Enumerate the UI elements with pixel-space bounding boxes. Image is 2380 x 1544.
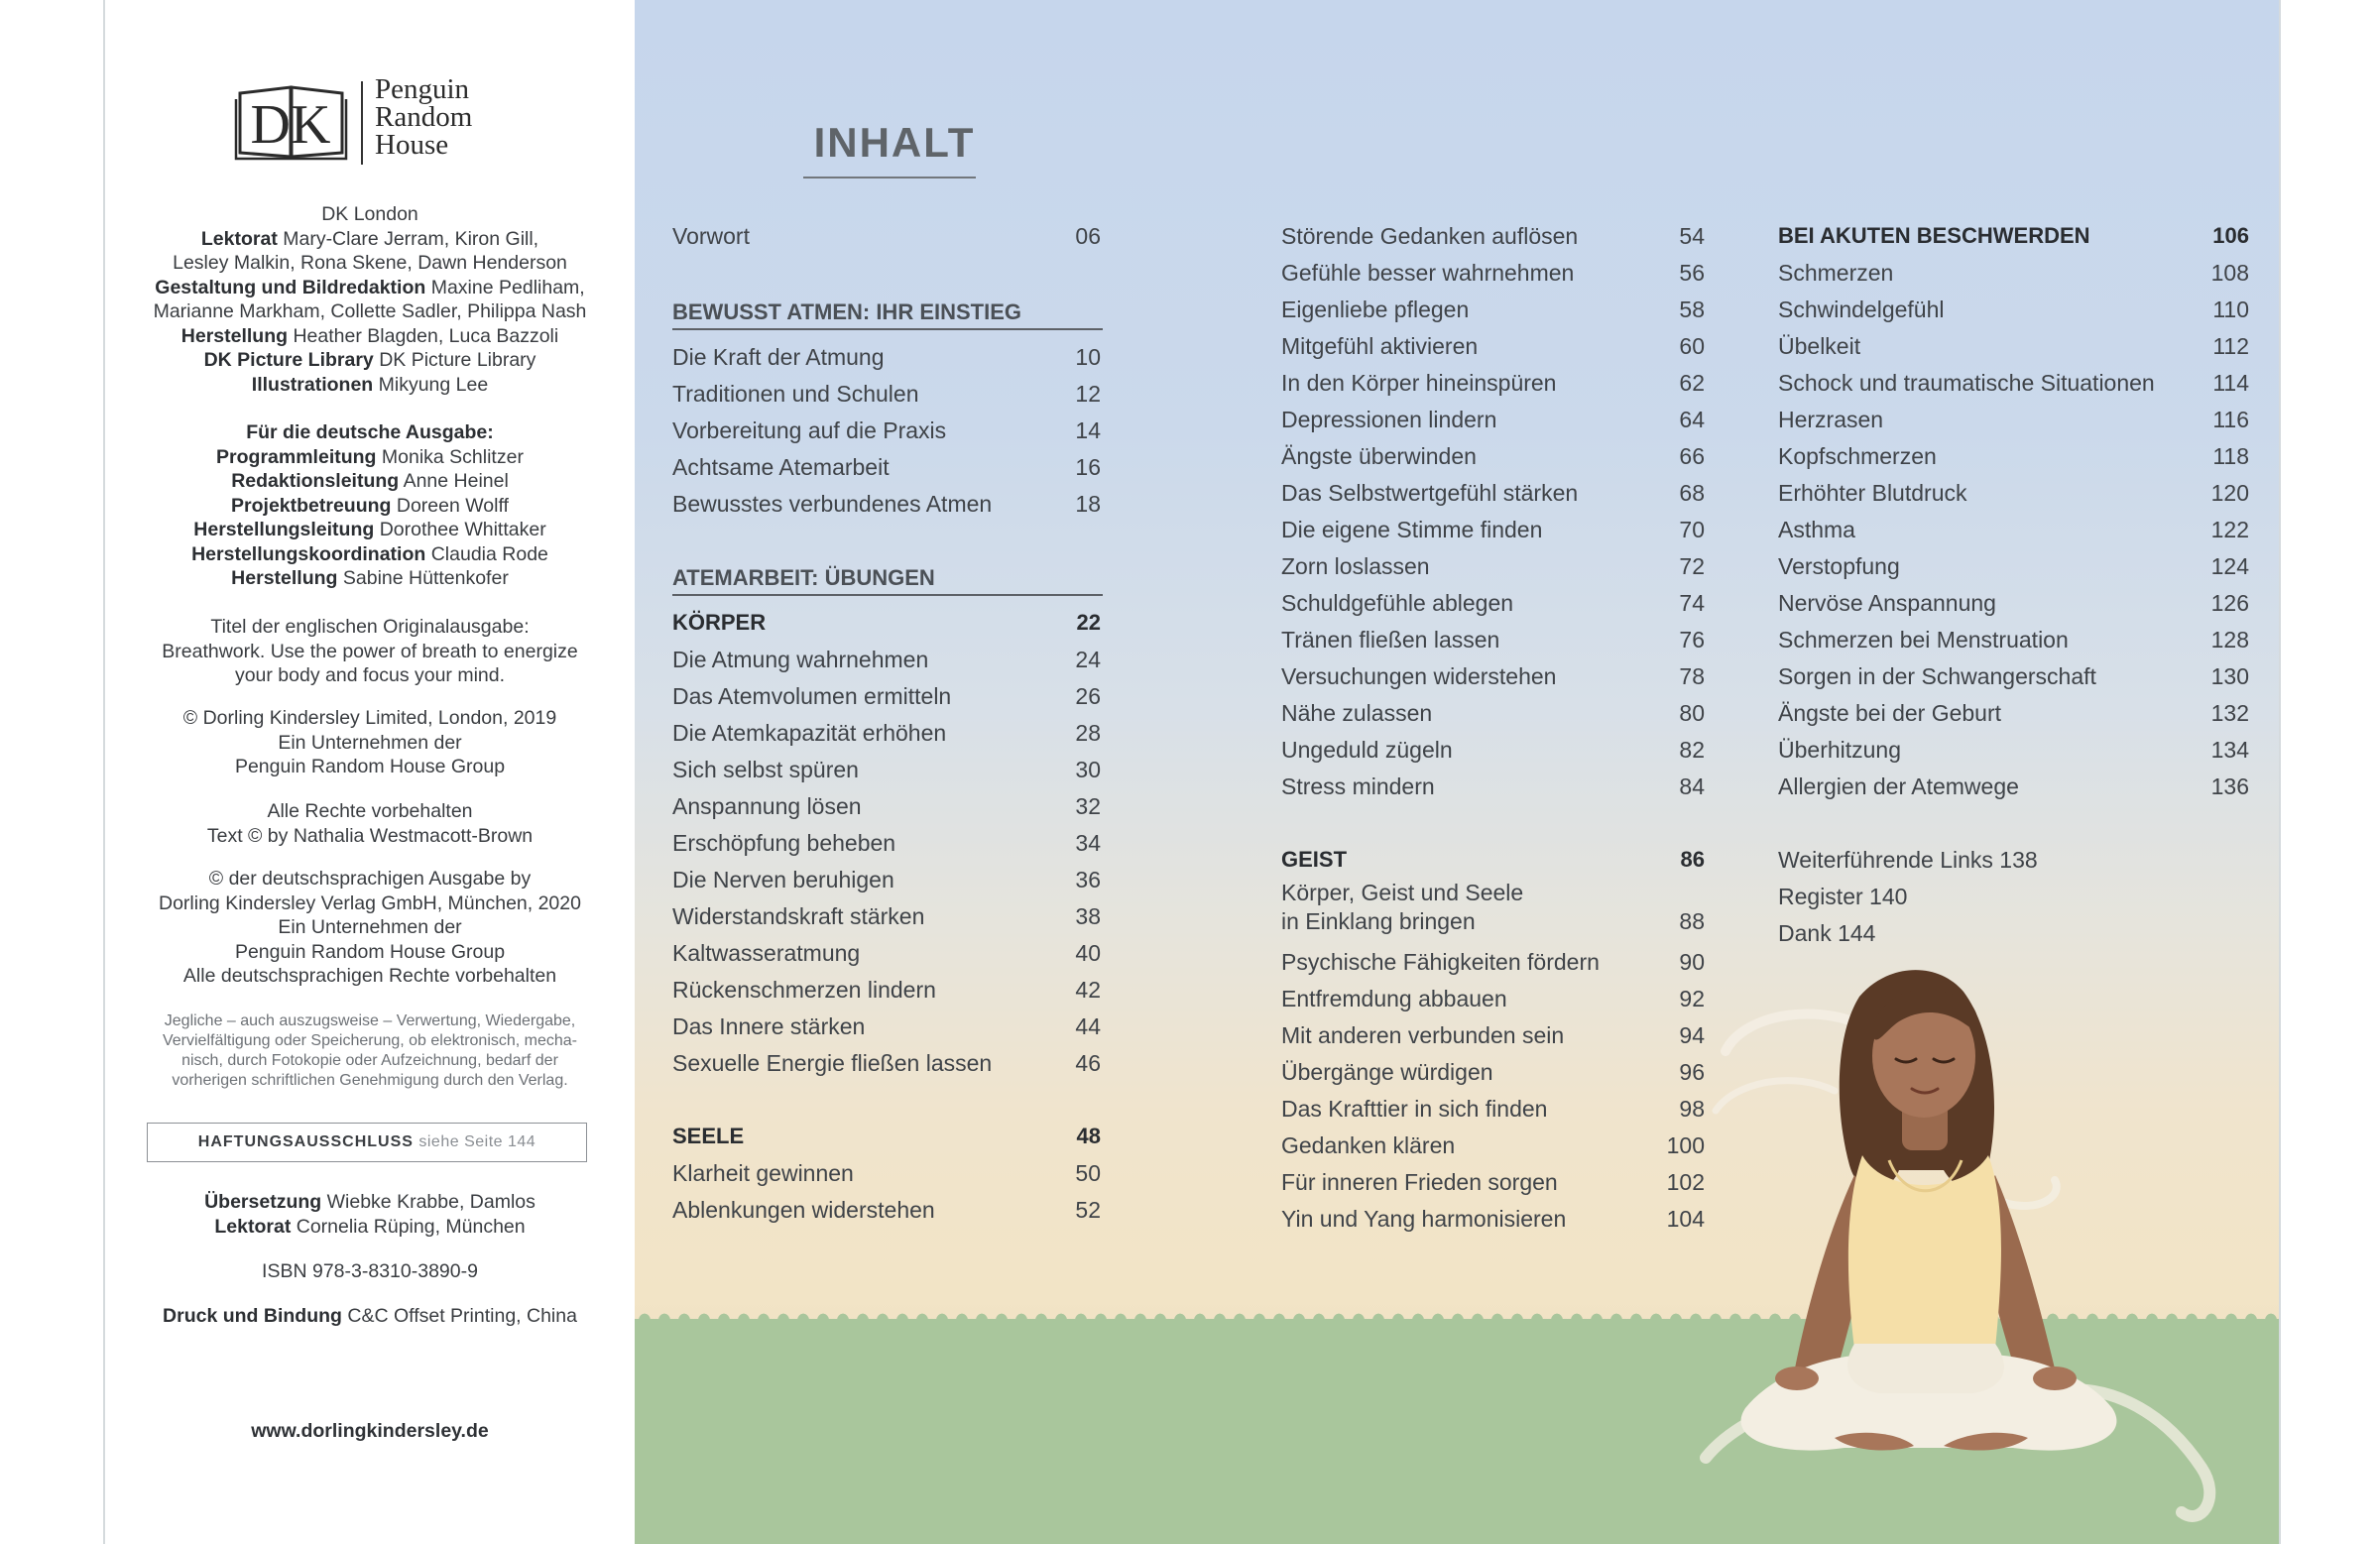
- toc-entry: Gedanken klären 100: [1281, 1132, 1705, 1158]
- legal-notice-line: vorherigen schriftlichen Genehmigung durch den Verlag.: [172, 1072, 568, 1089]
- logo-divider: [361, 81, 363, 165]
- credit-line: Lesley Malkin, Rona Skene, Dawn Henderson: [173, 252, 567, 274]
- toc-entry: Ängste bei der Geburt 132: [1778, 700, 2249, 726]
- disclaimer-box: [147, 1123, 587, 1162]
- disclaimer-reference: siehe Seite 144: [418, 1133, 536, 1150]
- toc-entry: Kaltwasseratmung 40: [672, 940, 1101, 966]
- credit-line: Gestaltung und Bildredaktion Maxine Pedliham,: [155, 276, 585, 298]
- credit-line: Programmleitung Monika Schlitzer: [216, 445, 524, 468]
- credits-de: [105, 420, 635, 591]
- toc-entry: Gefühle besser wahrnehmen 56: [1281, 260, 1705, 286]
- credit-line: DK Picture Library DK Picture Library: [203, 349, 536, 371]
- toc-entry: Psychische Fähigkeiten fördern 90: [1281, 949, 1705, 975]
- toc-entry: Schmerzen 108: [1778, 260, 2249, 286]
- copyright-de: [105, 867, 635, 989]
- toc-appendix-entry: Register 140: [1778, 884, 1908, 909]
- toc-entry: Für inneren Frieden sorgen 102: [1281, 1169, 1705, 1195]
- legal-notice-line: Jegliche – auch auszugsweise – Verwertung, Wiedergabe,: [164, 1012, 576, 1029]
- copyright-line: Penguin Random House Group: [234, 756, 506, 777]
- toc-entry: Die Nerven beruhigen 36: [672, 867, 1101, 892]
- toc-entry: Herzrasen 116: [1778, 407, 2249, 432]
- toc-entry: Das Innere stärken 44: [672, 1013, 1101, 1039]
- original-title-line: Breathwork. Use the power of breath to energize: [162, 640, 578, 662]
- toc-entry-line: in Einklang bringen: [1281, 908, 1476, 934]
- credits-uk: [105, 202, 635, 397]
- copyright-line: Ein Unternehmen der: [278, 916, 462, 938]
- toc-entry: Achtsame Atemarbeit 16: [672, 454, 1101, 480]
- legal-notice: [105, 1011, 635, 1091]
- toc-entry: Traditionen und Schulen 12: [672, 381, 1101, 407]
- toc-entry: Nähe zulassen 80: [1281, 700, 1705, 726]
- toc-entry: Versuchungen widerstehen 78: [1281, 663, 1705, 689]
- toc-entry: Schwindelgefühl 110: [1778, 297, 2249, 322]
- toc-group-heading: BEI AKUTEN BESCHWERDEN 106: [1778, 223, 2249, 248]
- toc-entry: Allergien der Atemwege 136: [1778, 773, 2249, 799]
- toc-entry: Das Selbstwertgefühl stärken 68: [1281, 480, 1705, 506]
- section-rule: [672, 594, 1103, 596]
- wordmark-line-1: Penguin: [375, 73, 470, 105]
- credit-line: DK London: [321, 203, 418, 225]
- toc-entry-line: Körper, Geist und Seele: [1281, 880, 1524, 905]
- credit-line: Herstellung Heather Blagden, Luca Bazzoli: [180, 324, 559, 347]
- toc-entry: Ablenkungen widerstehen 52: [672, 1197, 1101, 1223]
- toc-entry: Zorn loslassen 72: [1281, 553, 1705, 579]
- toc-entry: Bewusstes verbundenes Atmen 18: [672, 491, 1101, 517]
- original-title-line: Titel der englischen Originalausgabe:: [210, 616, 530, 638]
- penguin-random-house-wordmark: [375, 75, 472, 159]
- toc-entry: Tränen fließen lassen 76: [1281, 627, 1705, 653]
- toc-entry: Depressionen lindern 64: [1281, 407, 1705, 432]
- toc-entry: Störende Gedanken auflösen 54: [1281, 223, 1705, 249]
- section-heading: BEWUSST ATMEN: IHR EINSTIEG: [672, 299, 1021, 324]
- toc-entry: Übelkeit 112: [1778, 333, 2249, 359]
- toc-entry: Klarheit gewinnen 50: [672, 1160, 1101, 1186]
- dk-logo-letters: DK: [250, 94, 331, 156]
- meditating-woman-illustration: [1686, 942, 2241, 1544]
- toc-entry: Schock und traumatische Situationen 114: [1778, 370, 2249, 396]
- isbn: [105, 1259, 635, 1284]
- credit-line: Illustrationen Mikyung Lee: [251, 373, 489, 396]
- toc-entry: Vorwort 06: [672, 223, 1101, 249]
- toc-entry: Das Krafttier in sich finden 98: [1281, 1096, 1705, 1122]
- toc-entry: Die Atemkapazität erhöhen 28: [672, 720, 1101, 746]
- contents-page: [635, 0, 2279, 1544]
- copyright-line: Dorling Kindersley Verlag GmbH, München, 2020: [159, 891, 581, 914]
- credit-line: Herstellung Sabine Hüttenkofer: [231, 567, 509, 589]
- credit-line: Projektbetreuung Doreen Wolff: [231, 494, 509, 517]
- toc-entry: Schuldgefühle ablegen 74: [1281, 590, 1705, 616]
- copyright-line: © Dorling Kindersley Limited, London, 2019: [182, 707, 557, 729]
- copyright-uk: [105, 706, 635, 779]
- toc-entry: Sorgen in der Schwangerschaft 130: [1778, 663, 2249, 689]
- toc-entry: Widerstandskraft stärken 38: [672, 903, 1101, 929]
- toc-entry: Erschöpfung beheben 34: [672, 830, 1101, 856]
- page-title: INHALT: [813, 119, 976, 166]
- toc-appendix-entry: Dank 144: [1778, 920, 1876, 946]
- credit-line: Druck und Bindung C&C Offset Printing, China: [163, 1305, 577, 1327]
- wordmark-line-3: House: [375, 129, 449, 161]
- toc-entry: Die eigene Stimme finden 70: [1281, 517, 1705, 542]
- credit-line: Redaktionsleitung Anne Heinel: [231, 470, 509, 492]
- toc-entry-page: 88: [1679, 908, 1705, 934]
- title-underline: [803, 177, 976, 178]
- dk-logo-icon: [234, 83, 348, 161]
- rights-text: [105, 799, 635, 848]
- toc-entry: Die Atmung wahrnehmen 24: [672, 647, 1101, 672]
- wordmark-line-2: Random: [375, 101, 473, 133]
- toc-group-heading: KÖRPER 22: [672, 610, 1101, 635]
- toc-entry: Nervöse Anspannung 126: [1778, 590, 2249, 616]
- credit-line: Marianne Markham, Collette Sadler, Philippa Nash: [153, 300, 587, 322]
- copyright-line: © der deutschsprachigen Ausgabe by: [208, 868, 532, 890]
- dk-penguin-random-house-logo: [234, 73, 532, 171]
- credit-line: Lektorat Mary-Clare Jerram, Kiron Gill,: [200, 227, 539, 250]
- copyright-line: Penguin Random House Group: [234, 940, 506, 963]
- toc-entry: In den Körper hineinspüren 62: [1281, 370, 1705, 396]
- toc-entry: Die Kraft der Atmung 10: [672, 344, 1101, 370]
- toc-entry: Überhitzung 134: [1778, 737, 2249, 763]
- toc-entry: Asthma 122: [1778, 517, 2249, 542]
- toc-group-heading: SEELE 48: [672, 1124, 1101, 1148]
- copyright-line: Alle deutschsprachigen Rechte vorbehalten: [182, 965, 557, 987]
- toc-entry: Schmerzen bei Menstruation 128: [1778, 627, 2249, 653]
- publisher-website: www.dorlingkindersley.de: [251, 1420, 489, 1442]
- disclaimer-label: HAFTUNGSAUSSCHLUSS: [197, 1133, 414, 1150]
- toc-entry: Sexuelle Energie fließen lassen 46: [672, 1050, 1101, 1076]
- toc-entry: Vorbereitung auf die Praxis 14: [672, 417, 1101, 443]
- credit-line: Für die deutsche Ausgabe:: [246, 421, 494, 443]
- toc-entry: Stress mindern 84: [1281, 773, 1705, 799]
- imprint-page: [105, 0, 635, 1544]
- toc-group-heading: GEIST 86: [1281, 847, 1705, 872]
- original-title-line: your body and focus your mind.: [234, 664, 506, 686]
- credit-line: Lektorat Cornelia Rüping, München: [214, 1215, 526, 1238]
- toc-entry: Mit anderen verbunden sein 94: [1281, 1022, 1705, 1048]
- toc-entry: Kopfschmerzen 118: [1778, 443, 2249, 469]
- credit-line: Übersetzung Wiebke Krabbe, Damlos: [204, 1191, 536, 1213]
- toc-entry: Erhöhter Blutdruck 120: [1778, 480, 2249, 506]
- toc-entry: Entfremdung abbauen 92: [1281, 986, 1705, 1011]
- toc-entry: Ängste überwinden 66: [1281, 443, 1705, 469]
- toc-entry: Rückenschmerzen lindern 42: [672, 977, 1101, 1003]
- toc-entry: Mitgefühl aktivieren 60: [1281, 333, 1705, 359]
- translation-credits: [105, 1190, 635, 1239]
- toc-entry: Verstopfung 124: [1778, 553, 2249, 579]
- section-heading: ATEMARBEIT: ÜBUNGEN: [672, 565, 935, 590]
- toc-entry: [1281, 879, 1705, 938]
- toc-entry: Anspannung lösen 32: [672, 793, 1101, 819]
- toc-entry: Yin und Yang harmonisieren 104: [1281, 1206, 1705, 1232]
- original-title: [105, 615, 635, 688]
- legal-notice-line: nisch, durch Fotokopie oder Aufzeichnung, bedarf der: [181, 1052, 558, 1069]
- toc-entry: Eigenliebe pflegen 58: [1281, 297, 1705, 322]
- section-rule: [672, 328, 1103, 330]
- credit-line: Herstellungsleitung Dorothee Whittaker: [193, 519, 546, 540]
- printing-credit: [105, 1304, 635, 1329]
- rights-line: Alle Rechte vorbehalten: [267, 800, 473, 822]
- toc-entry: Sich selbst spüren 30: [672, 757, 1101, 782]
- toc-entry: Ungeduld zügeln 82: [1281, 737, 1705, 763]
- rights-line: Text © by Nathalia Westmacott-Brown: [206, 824, 534, 847]
- isbn-text: ISBN 978-3-8310-3890-9: [262, 1260, 478, 1282]
- legal-notice-line: Vervielfältigung oder Speicherung, ob elektronisch, mecha-: [162, 1032, 578, 1049]
- toc-entry: Übergänge würdigen 96: [1281, 1059, 1705, 1085]
- toc-appendix-entry: Weiterführende Links 138: [1778, 847, 2038, 873]
- credit-line: Herstellungskoordination Claudia Rode: [191, 542, 548, 565]
- page-edge-right: [2279, 0, 2281, 1544]
- copyright-line: Ein Unternehmen der: [278, 731, 462, 754]
- toc-entry: Das Atemvolumen ermitteln 26: [672, 683, 1101, 709]
